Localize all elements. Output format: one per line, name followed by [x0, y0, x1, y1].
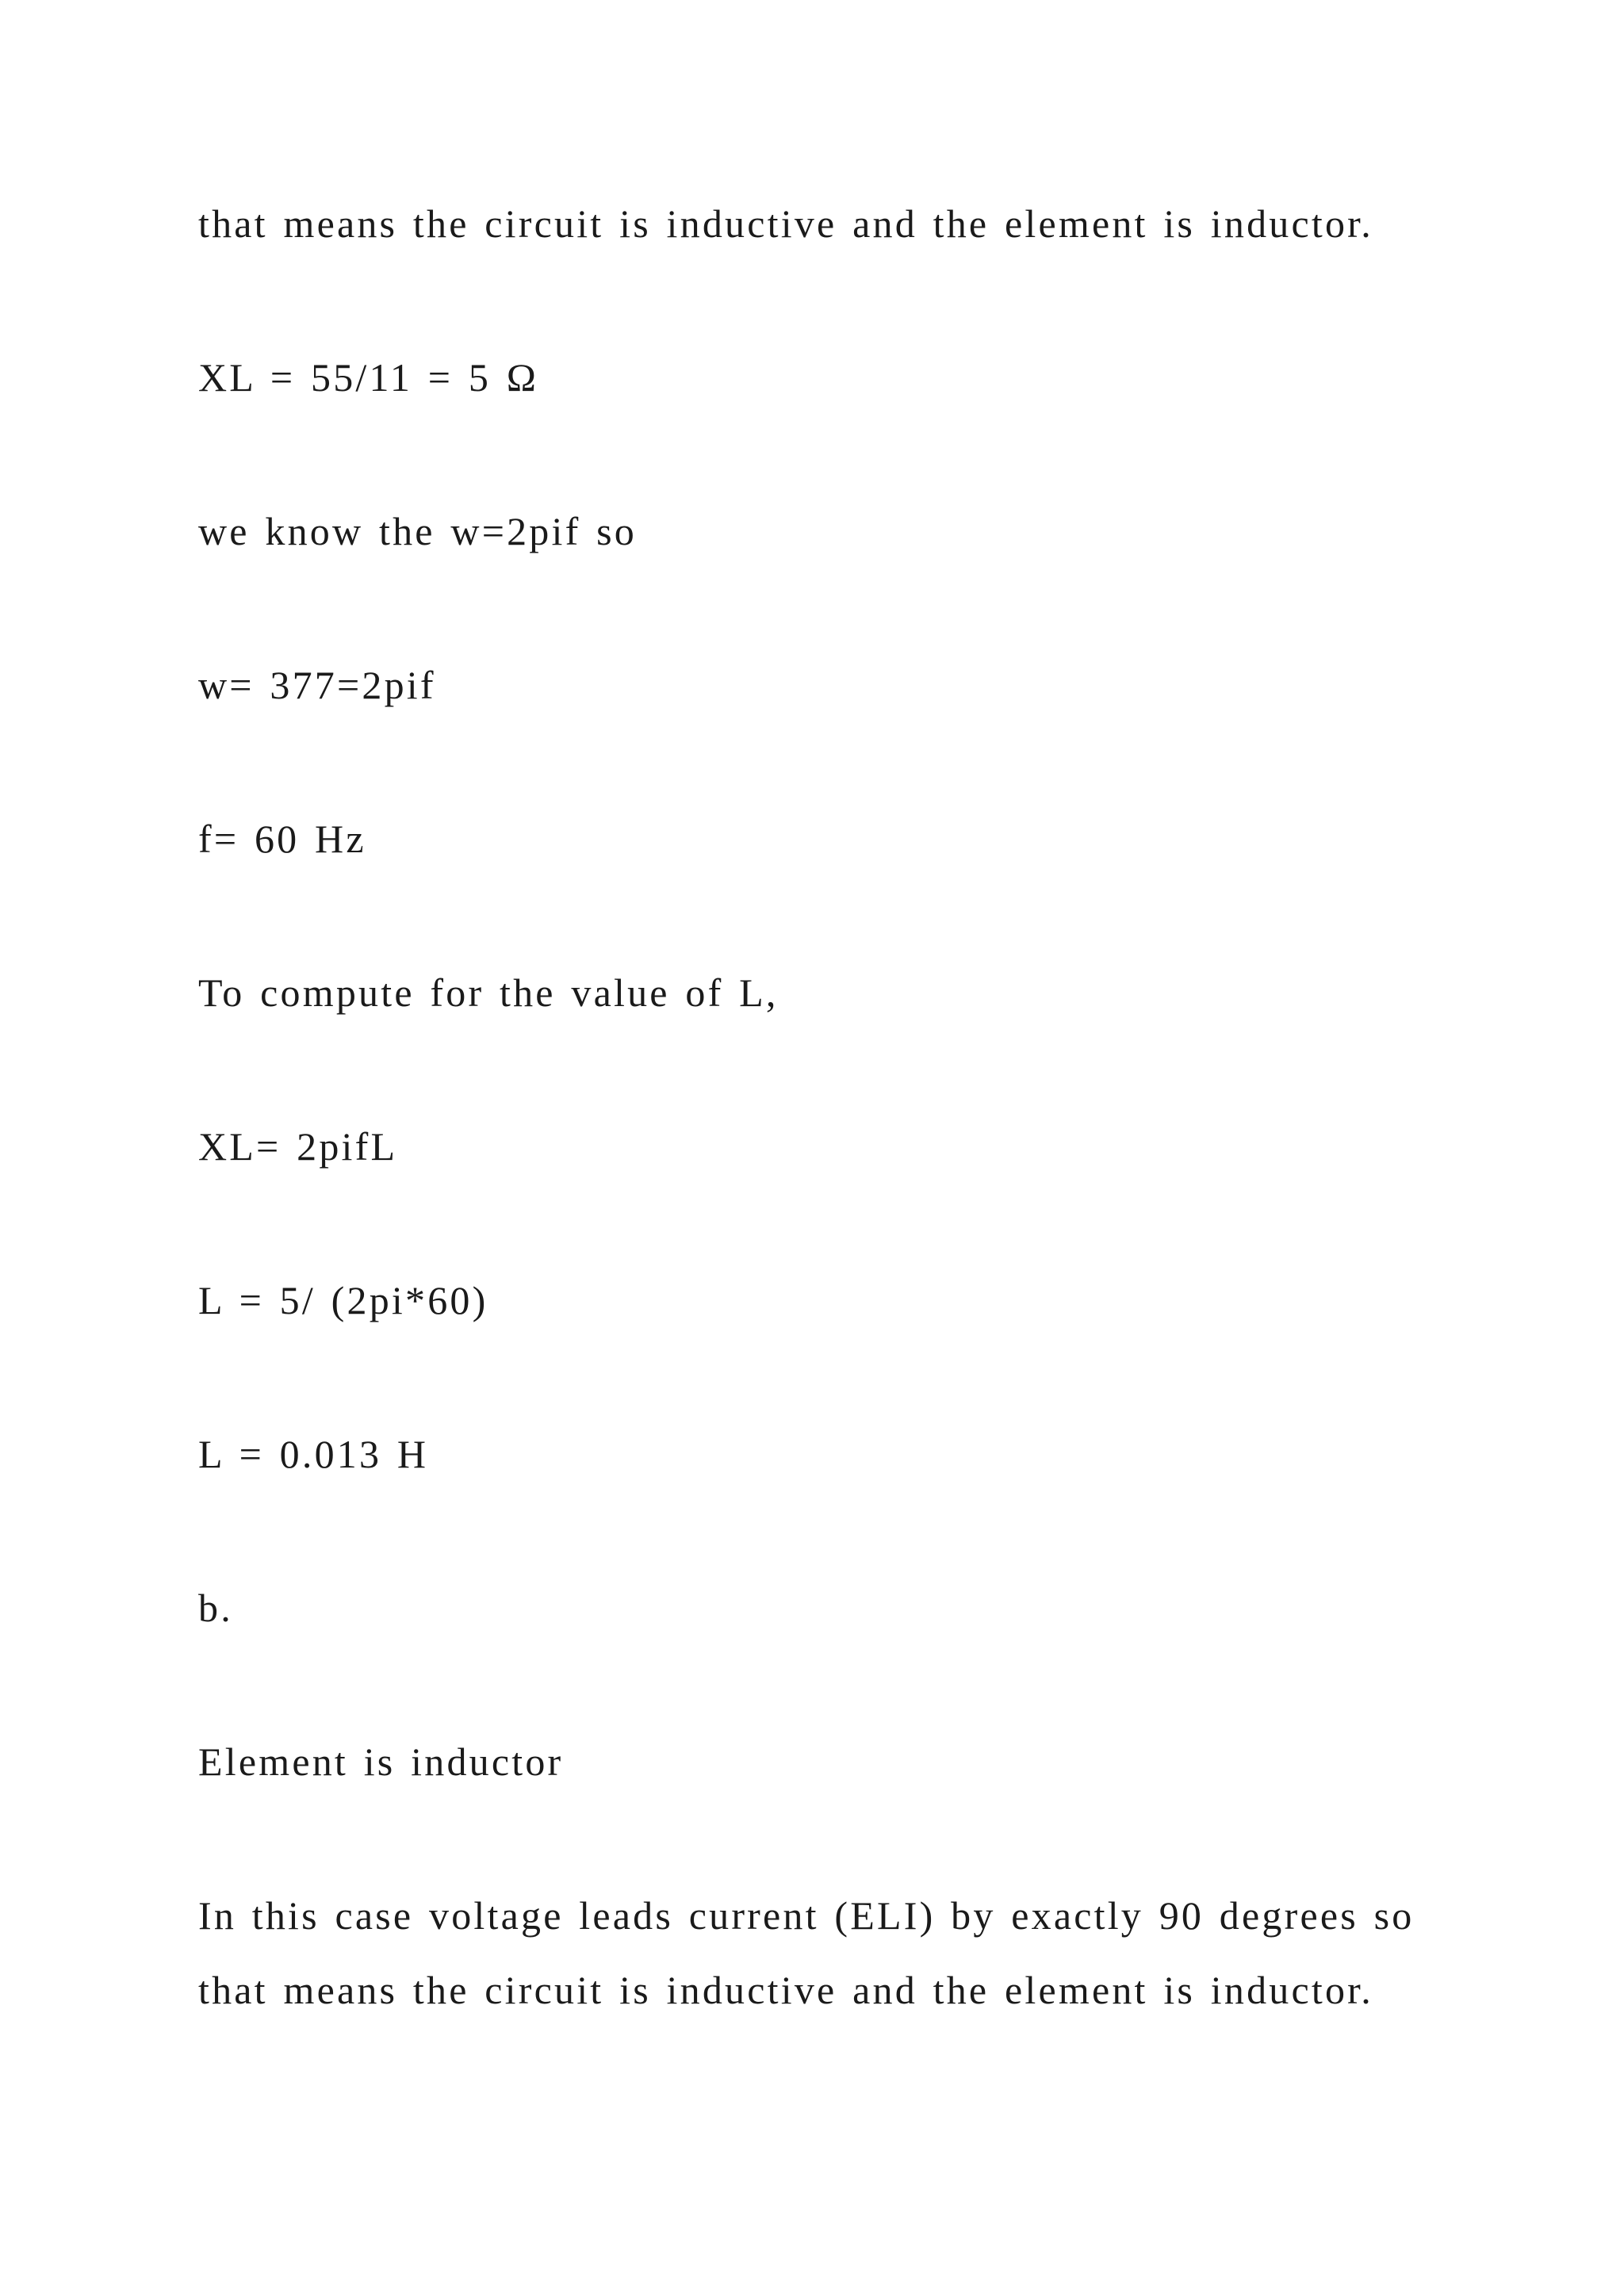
- text-line-frequency: f= 60 Hz: [198, 817, 366, 861]
- text-line-l-result: L = 0.013 H: [198, 1432, 429, 1476]
- text-line-conclusion-inductive: that means the circuit is inductive and the element is inductor.: [198, 201, 1373, 246]
- text-line-xl-formula: XL= 2pifL: [198, 1124, 398, 1169]
- text-line-element-inductor: Element is inductor: [198, 1739, 564, 1784]
- text-line-l-expression: L = 5/ (2pi*60): [198, 1278, 488, 1322]
- text-line-part-b-label: b.: [198, 1586, 233, 1630]
- text-line-compute-l-intro: To compute for the value of L,: [198, 970, 779, 1015]
- text-line-voltage-leads: In this case voltage leads current (ELI) by exactly 90 degrees so: [198, 1893, 1415, 1938]
- text-line-conclusion-repeat: that means the circuit is inductive and the element is inductor.: [198, 1968, 1373, 2012]
- text-line-xl-calculation: XL = 55/11 = 5 Ω: [198, 355, 539, 400]
- text-line-w-value: w= 377=2pif: [198, 663, 436, 707]
- text-line-w-formula-intro: we know the w=2pif so: [198, 509, 637, 553]
